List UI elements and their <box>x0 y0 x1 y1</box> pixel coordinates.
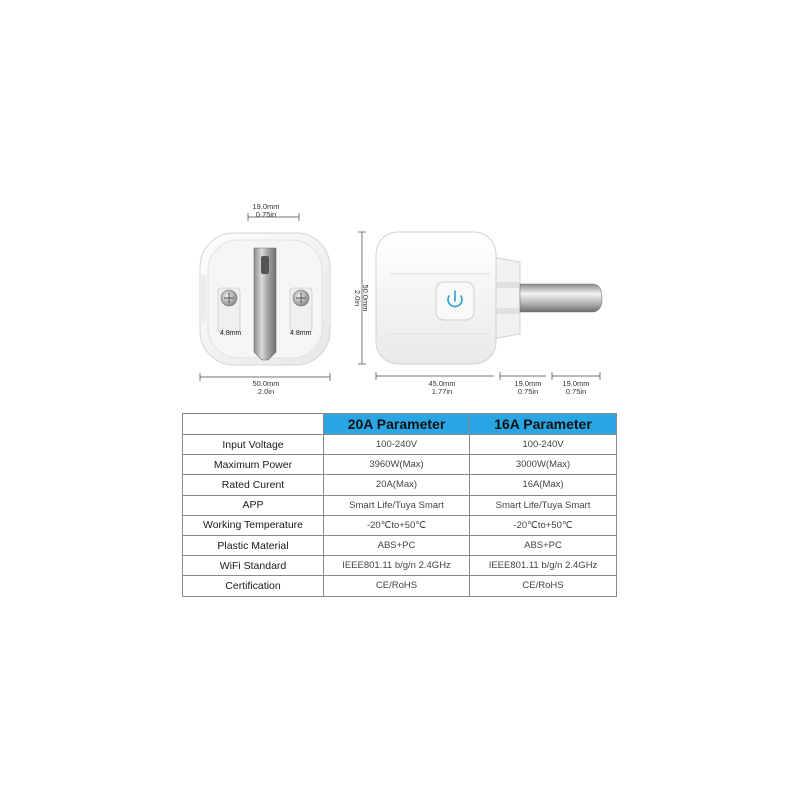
value-16a: CE/RoHS <box>470 576 617 596</box>
side-mid-mm: 19.0mm <box>514 379 542 388</box>
header-blank <box>183 414 324 435</box>
front-height-dimension <box>353 273 369 323</box>
pin-right-label: 4.8mm <box>290 330 312 337</box>
side-body-in: 1.77in <box>431 387 453 396</box>
front-top-dimension <box>236 203 296 219</box>
row-label: Rated Curent <box>183 475 324 495</box>
table-row <box>183 515 617 535</box>
plug-front-view <box>190 200 350 400</box>
value-20a: -20℃to+50℃ <box>324 515 470 535</box>
side-pin-mm: 19.0mm <box>562 379 590 388</box>
value-16a: 100-240V <box>470 435 617 455</box>
value-16a: 3000W(Max) <box>470 455 617 475</box>
front-top-in: 0.75in <box>255 210 277 219</box>
row-label: Maximum Power <box>183 455 324 475</box>
table-row <box>183 556 617 576</box>
row-label: Certification <box>183 576 324 596</box>
value-16a: 16A(Max) <box>470 475 617 495</box>
table-row <box>183 535 617 555</box>
front-bottom-dimension <box>236 380 296 396</box>
header-16a: 16A Parameter <box>470 414 617 435</box>
front-height-in: 2.0in <box>353 289 362 307</box>
value-20a: Smart Life/Tuya Smart <box>324 495 470 515</box>
front-bottom-in: 2.0in <box>257 387 275 396</box>
table-row <box>183 435 617 455</box>
plug-side-view <box>370 222 610 398</box>
table-row <box>183 495 617 515</box>
pin-left-label: 4.8mm <box>220 330 242 337</box>
value-16a: Smart Life/Tuya Smart <box>470 495 617 515</box>
row-label: Input Voltage <box>183 435 324 455</box>
side-pin-dimension <box>546 380 606 396</box>
side-mid-in: 0.75in <box>517 387 539 396</box>
row-label: WiFi Standard <box>183 556 324 576</box>
value-20a: ABS+PC <box>324 535 470 555</box>
value-16a: IEEE801.11 b/g/n 2.4GHz <box>470 556 617 576</box>
side-body-dimension <box>412 380 472 396</box>
side-body-mm: 45.0mm <box>428 379 456 388</box>
value-20a: 20A(Max) <box>324 475 470 495</box>
front-top-mm: 19.0mm <box>252 202 280 211</box>
table-row <box>183 576 617 596</box>
value-20a: 3960W(Max) <box>324 455 470 475</box>
row-label: Plastic Material <box>183 535 324 555</box>
value-20a: 100-240V <box>324 435 470 455</box>
header-20a: 20A Parameter <box>324 414 470 435</box>
spec-table <box>182 413 617 597</box>
table-row <box>183 455 617 475</box>
value-16a: ABS+PC <box>470 535 617 555</box>
table-row <box>183 475 617 495</box>
front-bottom-mm: 50.0mm <box>252 379 280 388</box>
front-height-mm: 50.0mm <box>361 284 370 312</box>
row-label: Working Temperature <box>183 515 324 535</box>
value-20a: CE/RoHS <box>324 576 470 596</box>
value-20a: IEEE801.11 b/g/n 2.4GHz <box>324 556 470 576</box>
value-16a: -20℃to+50℃ <box>470 515 617 535</box>
table-header-row <box>183 414 617 435</box>
side-pin-in: 0.75in <box>565 387 587 396</box>
row-label: APP <box>183 495 324 515</box>
